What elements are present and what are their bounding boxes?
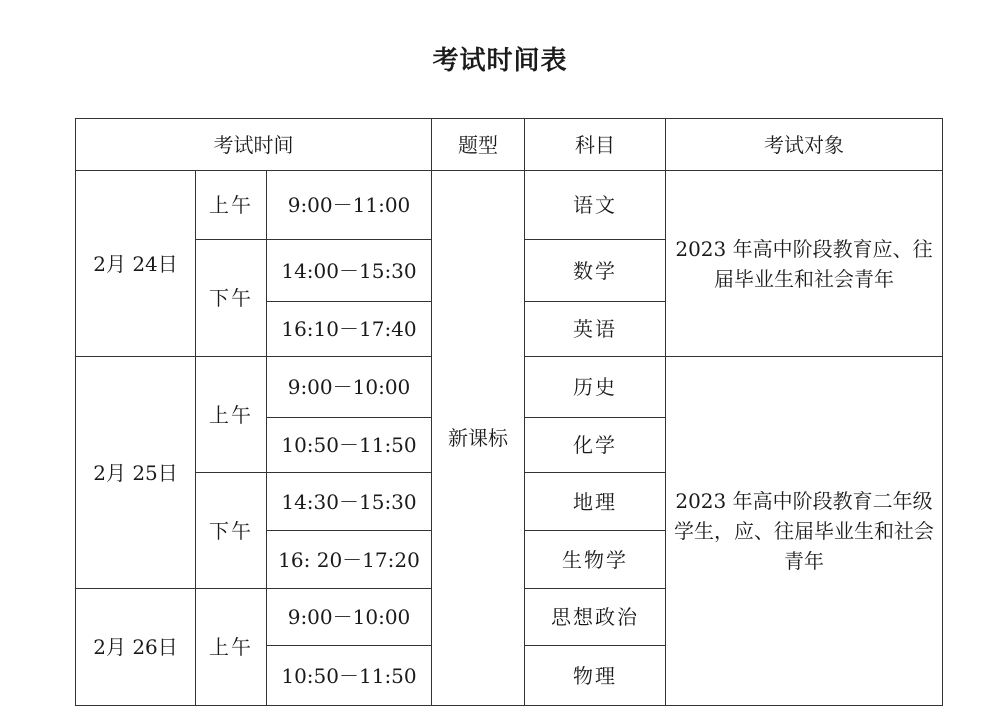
table-row	[76, 171, 943, 240]
target-cell: 2023 年高中阶段教育二年级学生，应、往届毕业生和社会青年	[666, 357, 943, 706]
period-cell-am: 上午	[196, 171, 267, 240]
time-cell: 9:00－11:00	[267, 171, 432, 240]
time-cell: 10:50－11:50	[267, 646, 432, 706]
time-cell: 16: 20－17:20	[267, 531, 432, 589]
subject-cell: 物理	[525, 646, 666, 706]
subject-cell: 化学	[525, 418, 666, 473]
exam-type-cell: 新课标	[432, 171, 525, 706]
time-cell: 10:50－11:50	[267, 418, 432, 473]
header-exam-type: 题型	[432, 119, 525, 171]
target-cell: 2023 年高中阶段教育应、往届毕业生和社会青年	[666, 171, 943, 357]
time-cell: 14:00－15:30	[267, 240, 432, 302]
period-cell-am: 上午	[196, 589, 267, 706]
subject-cell: 思想政治	[525, 589, 666, 646]
header-exam-time: 考试时间	[76, 119, 432, 171]
header-subject: 科目	[525, 119, 666, 171]
page-title: 考试时间表	[432, 46, 568, 76]
subject-cell: 语文	[525, 171, 666, 240]
period-cell-pm: 下午	[196, 240, 267, 357]
period-cell-am: 上午	[196, 357, 267, 473]
time-cell: 16:10－17:40	[267, 302, 432, 357]
time-cell: 14:30－15:30	[267, 473, 432, 531]
time-cell: 9:00－10:00	[267, 589, 432, 646]
header-row	[76, 119, 943, 171]
time-cell: 9:00－10:00	[267, 357, 432, 418]
subject-cell: 数学	[525, 240, 666, 302]
exam-schedule-table	[75, 118, 943, 706]
date-cell: 2月 24日	[76, 171, 196, 357]
subject-cell: 地理	[525, 473, 666, 531]
period-cell-pm: 下午	[196, 473, 267, 589]
date-cell: 2月 26日	[76, 589, 196, 706]
subject-cell: 历史	[525, 357, 666, 418]
header-target: 考试对象	[666, 119, 943, 171]
subject-cell: 生物学	[525, 531, 666, 589]
subject-cell: 英语	[525, 302, 666, 357]
date-cell: 2月 25日	[76, 357, 196, 589]
